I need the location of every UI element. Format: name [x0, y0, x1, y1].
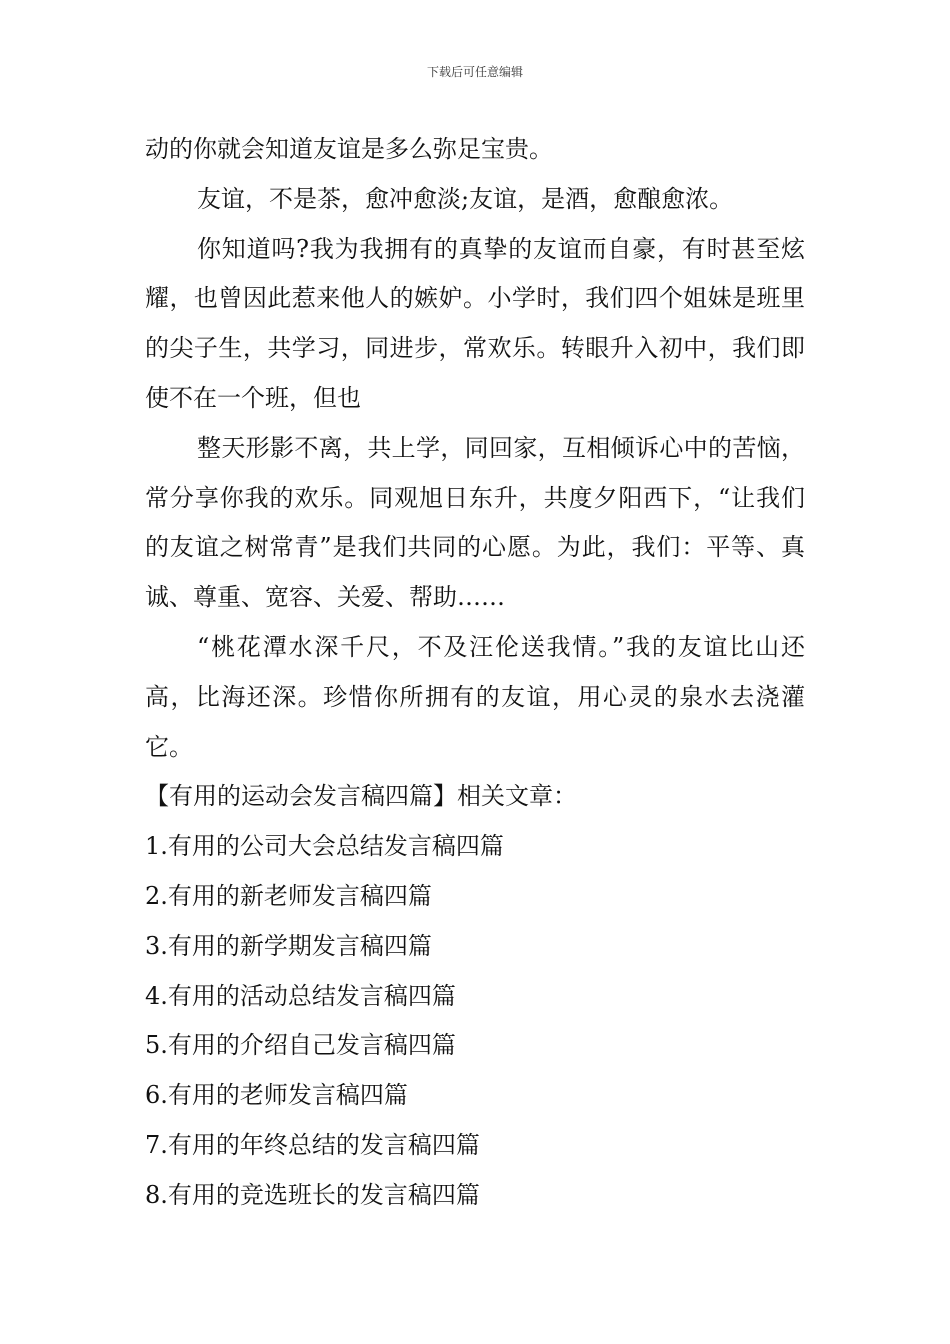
page-header: 下载后可任意编辑 — [426, 65, 523, 79]
related-article-link[interactable]: 1.有用的公司大会总结发言稿四篇 — [145, 832, 504, 861]
related-article-link[interactable]: 4.有用的活动总结发言稿四篇 — [145, 981, 456, 1010]
related-article-link[interactable]: 5.有用的介绍自己发言稿四篇 — [145, 1031, 456, 1060]
related-article-link[interactable]: 6.有用的老师发言稿四篇 — [145, 1081, 408, 1110]
paragraph-continuation: 动的你就会知道友谊是多么弥足宝贵。 — [145, 135, 553, 163]
related-article-link[interactable]: 7.有用的年终总结的发言稿四篇 — [145, 1130, 480, 1159]
related-article-link[interactable]: 8.有用的竞选班长的发言稿四篇 — [145, 1180, 480, 1209]
paragraph-tea-wine: 友谊，不是茶，愈冲愈淡;友谊，是酒，愈酿愈浓。 — [197, 184, 734, 213]
paragraph-inseparable: 整天形影不离，共上学，同回家，互相倾诉心中的苦恼，常分享你我的欢乐。同观旭日东升，共度夕阳西下，“让我们的友谊之树常青”是我们共同的心愿。为此，我们：平等、真诚、尊重、宽容、关爱、帮助…… — [145, 433, 805, 612]
related-articles-heading: 【有用的运动会发言稿四篇】相关文章： — [145, 782, 577, 811]
related-article-link[interactable]: 3.有用的新学期发言稿四篇 — [145, 931, 432, 960]
related-article-link[interactable]: 2.有用的新老师发言稿四篇 — [145, 881, 432, 910]
document-body — [145, 125, 805, 1221]
paragraph-poem: “桃花潭水深千尺，不及汪伦送我情。”我的友谊比山还高，比海还深。珍惜你所拥有的友谊，用心灵的泉水去浇灌它。 — [145, 632, 805, 761]
paragraph-sisters: 你知道吗?我为我拥有的真挚的友谊而自豪，有时甚至炫耀，也曾因此惹来他人的嫉妒。小学时，我们四个姐妹是班里的尖子生，共学习，同进步，常欢乐。转眼升入初中，我们即使不在一个班，但也 — [145, 234, 805, 412]
